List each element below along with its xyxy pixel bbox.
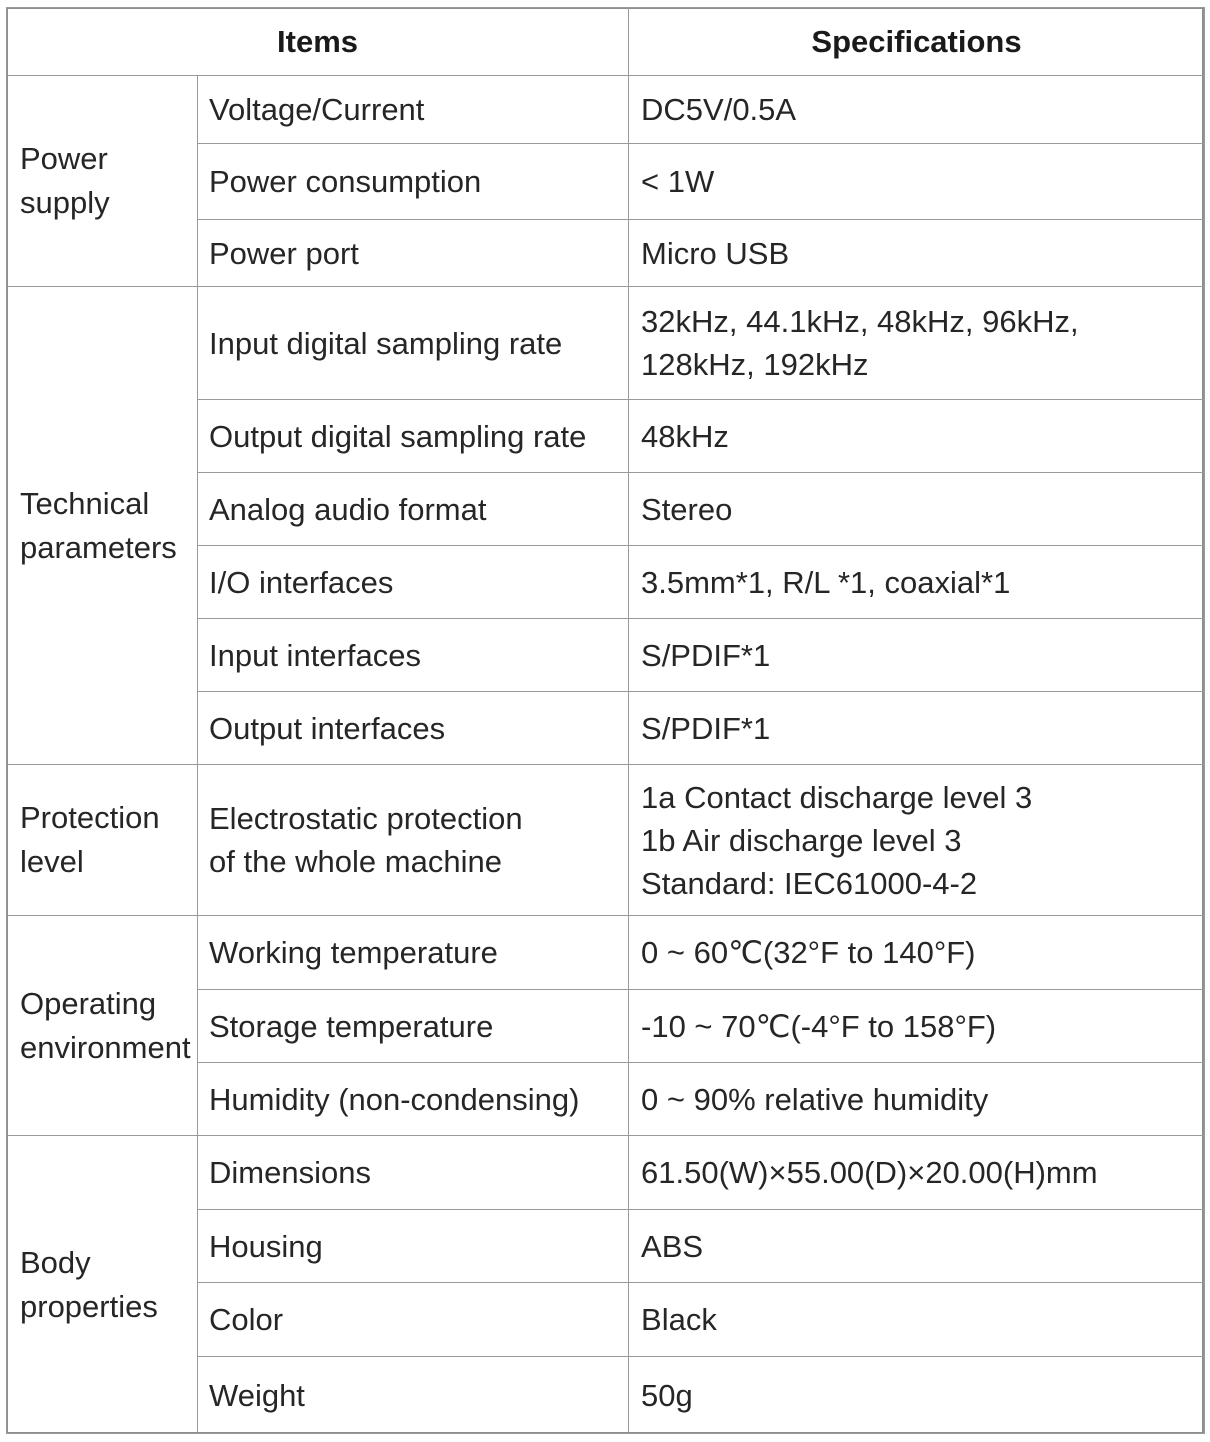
- group-operating-environment: [7, 916, 198, 1136]
- group-label-line: Technical: [20, 485, 150, 521]
- spec-cell: Micro USB: [629, 220, 1205, 287]
- table-row: [7, 916, 1205, 990]
- spec-cell: Black: [629, 1283, 1205, 1357]
- item-cell: Input digital sampling rate: [198, 287, 629, 400]
- item-cell: Housing: [198, 1210, 629, 1283]
- group-label-line: Operating: [20, 985, 157, 1021]
- item-cell: Weight: [198, 1357, 629, 1434]
- spec-line: 32kHz, 44.1kHz, 48kHz, 96kHz,: [641, 304, 1079, 339]
- group-power-supply: [7, 76, 198, 287]
- group-body-properties: [7, 1136, 198, 1434]
- item-cell: [198, 765, 629, 916]
- spec-cell: 0 ~ 60℃(32°F to 140°F): [629, 916, 1205, 990]
- group-label-line: Body: [20, 1244, 91, 1280]
- table-row: [7, 1136, 1205, 1210]
- item-cell: Output digital sampling rate: [198, 400, 629, 473]
- spec-line: 128kHz, 192kHz: [641, 347, 869, 382]
- spec-line: Standard: IEC61000-4-2: [641, 865, 978, 901]
- spec-cell: Stereo: [629, 473, 1205, 546]
- item-cell: Working temperature: [198, 916, 629, 990]
- item-cell: Output interfaces: [198, 692, 629, 765]
- spec-cell: 3.5mm*1, R/L *1, coaxial*1: [629, 546, 1205, 619]
- spec-cell: DC5V/0.5A: [629, 76, 1205, 144]
- spec-cell: 50g: [629, 1357, 1205, 1434]
- spec-cell: [629, 287, 1205, 400]
- header-row: [7, 8, 1205, 76]
- header-specifications: Specifications: [629, 8, 1205, 76]
- group-label-line: supply: [20, 185, 110, 220]
- group-label-line: Protection: [20, 800, 160, 835]
- group-label-line: environment: [20, 1029, 191, 1065]
- spec-table-frame: [6, 7, 1204, 1434]
- header-items: Items: [7, 8, 629, 76]
- group-technical-parameters: [7, 287, 198, 765]
- spec-cell: 61.50(W)×55.00(D)×20.00(H)mm: [629, 1136, 1205, 1210]
- item-cell: Input interfaces: [198, 619, 629, 692]
- table-row: [7, 287, 1205, 400]
- spec-cell: S/PDIF*1: [629, 692, 1205, 765]
- item-line: of the whole machine: [209, 844, 502, 879]
- item-cell: Power port: [198, 220, 629, 287]
- table-row: [7, 76, 1205, 144]
- item-cell: I/O interfaces: [198, 546, 629, 619]
- spec-cell: < 1W: [629, 144, 1205, 220]
- item-cell: Analog audio format: [198, 473, 629, 546]
- table-row: [7, 765, 1205, 916]
- spec-cell: 0 ~ 90% relative humidity: [629, 1063, 1205, 1136]
- item-cell: Color: [198, 1283, 629, 1357]
- spec-cell: [629, 765, 1205, 916]
- spec-cell: 48kHz: [629, 400, 1205, 473]
- item-cell: Dimensions: [198, 1136, 629, 1210]
- group-label-line: level: [20, 844, 84, 879]
- item-cell: Voltage/Current: [198, 76, 629, 144]
- item-cell: Power consumption: [198, 144, 629, 220]
- spec-cell: S/PDIF*1: [629, 619, 1205, 692]
- spec-line: 1a Contact discharge level 3: [641, 779, 1033, 815]
- spec-table: [6, 7, 1205, 1434]
- item-cell: Humidity (non-condensing): [198, 1063, 629, 1136]
- group-label-line: Power: [20, 141, 108, 176]
- item-cell: Storage temperature: [198, 990, 629, 1063]
- spec-line: 1b Air discharge level 3: [641, 822, 962, 858]
- group-label-line: parameters: [20, 529, 177, 565]
- spec-cell: -10 ~ 70℃(-4°F to 158°F): [629, 990, 1205, 1063]
- item-line: Electrostatic protection: [209, 801, 523, 836]
- group-protection-level: [7, 765, 198, 916]
- group-label-line: properties: [20, 1288, 158, 1324]
- spec-cell: ABS: [629, 1210, 1205, 1283]
